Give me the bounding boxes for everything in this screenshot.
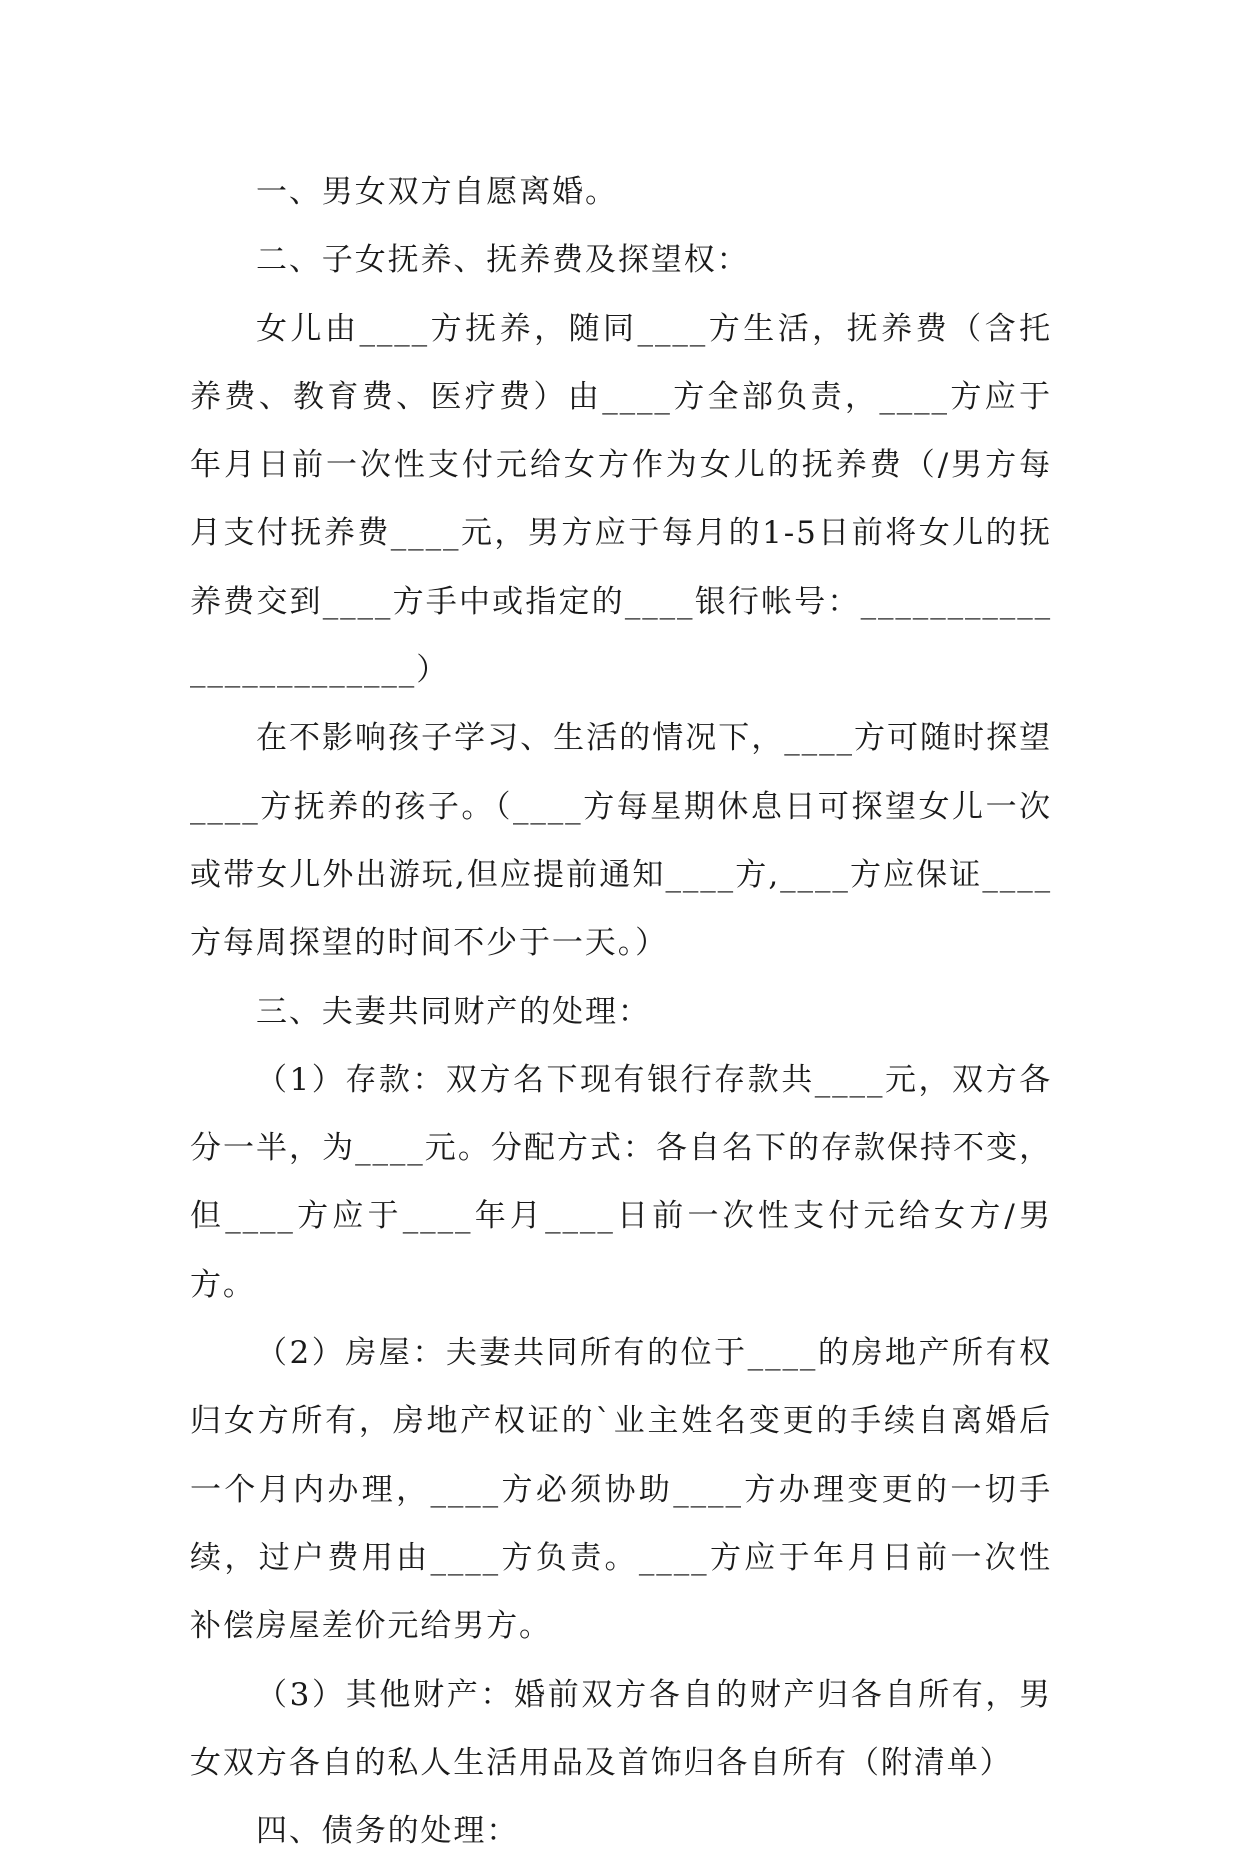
clause-heading-joint-property: 三、夫妻共同财产的处理： [256, 993, 651, 1030]
other-property-paragraph: （3）其他财产：婚前双方各自的财产归各自所有，男女双方各自的私人生活用品及首饰归各自所有（附清单） [190, 1676, 1052, 1781]
child-support-paragraph: 女儿由____方抚养，随同____方生活，抚养费（含托养费、教育费、医疗费）由____方全部负责，____方应于年月日前一次性支付元给女方作为女儿的抚养费（/男方每月支付抚养费____元，男方应于每月的1-5日前将女儿的抚养费交到____方手中或指定的____银行帐号：________________________） [190, 310, 1052, 689]
deposits-paragraph: （1）存款：双方名下现有银行存款共____元，双方各分一半，为____元。分配方式：各自名下的存款保持不变，但____方应于____年月____日前一次性支付元给女方/男方。 [190, 1061, 1052, 1303]
document-body [190, 158, 1052, 1865]
clause-heading-debts: 四、债务的处理： [256, 1813, 520, 1850]
house-paragraph: （2）房屋：夫妻共同所有的位于____的房地产所有权归女方所有，房地产权证的`业主姓名变更的手续自离婚后一个月内办理，____方必须协助____方办理变更的一切手续，过户费用由____方负责。____方应于年月日前一次性补偿房屋差价元给男方。 [190, 1335, 1052, 1645]
clause-heading-child-custody: 二、子女抚养、抚养费及探望权： [256, 242, 750, 279]
clause-heading-voluntary-divorce: 一、男女双方自愿离婚。 [256, 174, 618, 210]
visitation-paragraph: 在不影响孩子学习、生活的情况下，____方可随时探望____方抚养的孩子。（____方每星期休息日可探望女儿一次或带女儿外出游玩,但应提前通知____方,____方应保证____方每周探望的时间不少于一天。） [190, 720, 1052, 962]
